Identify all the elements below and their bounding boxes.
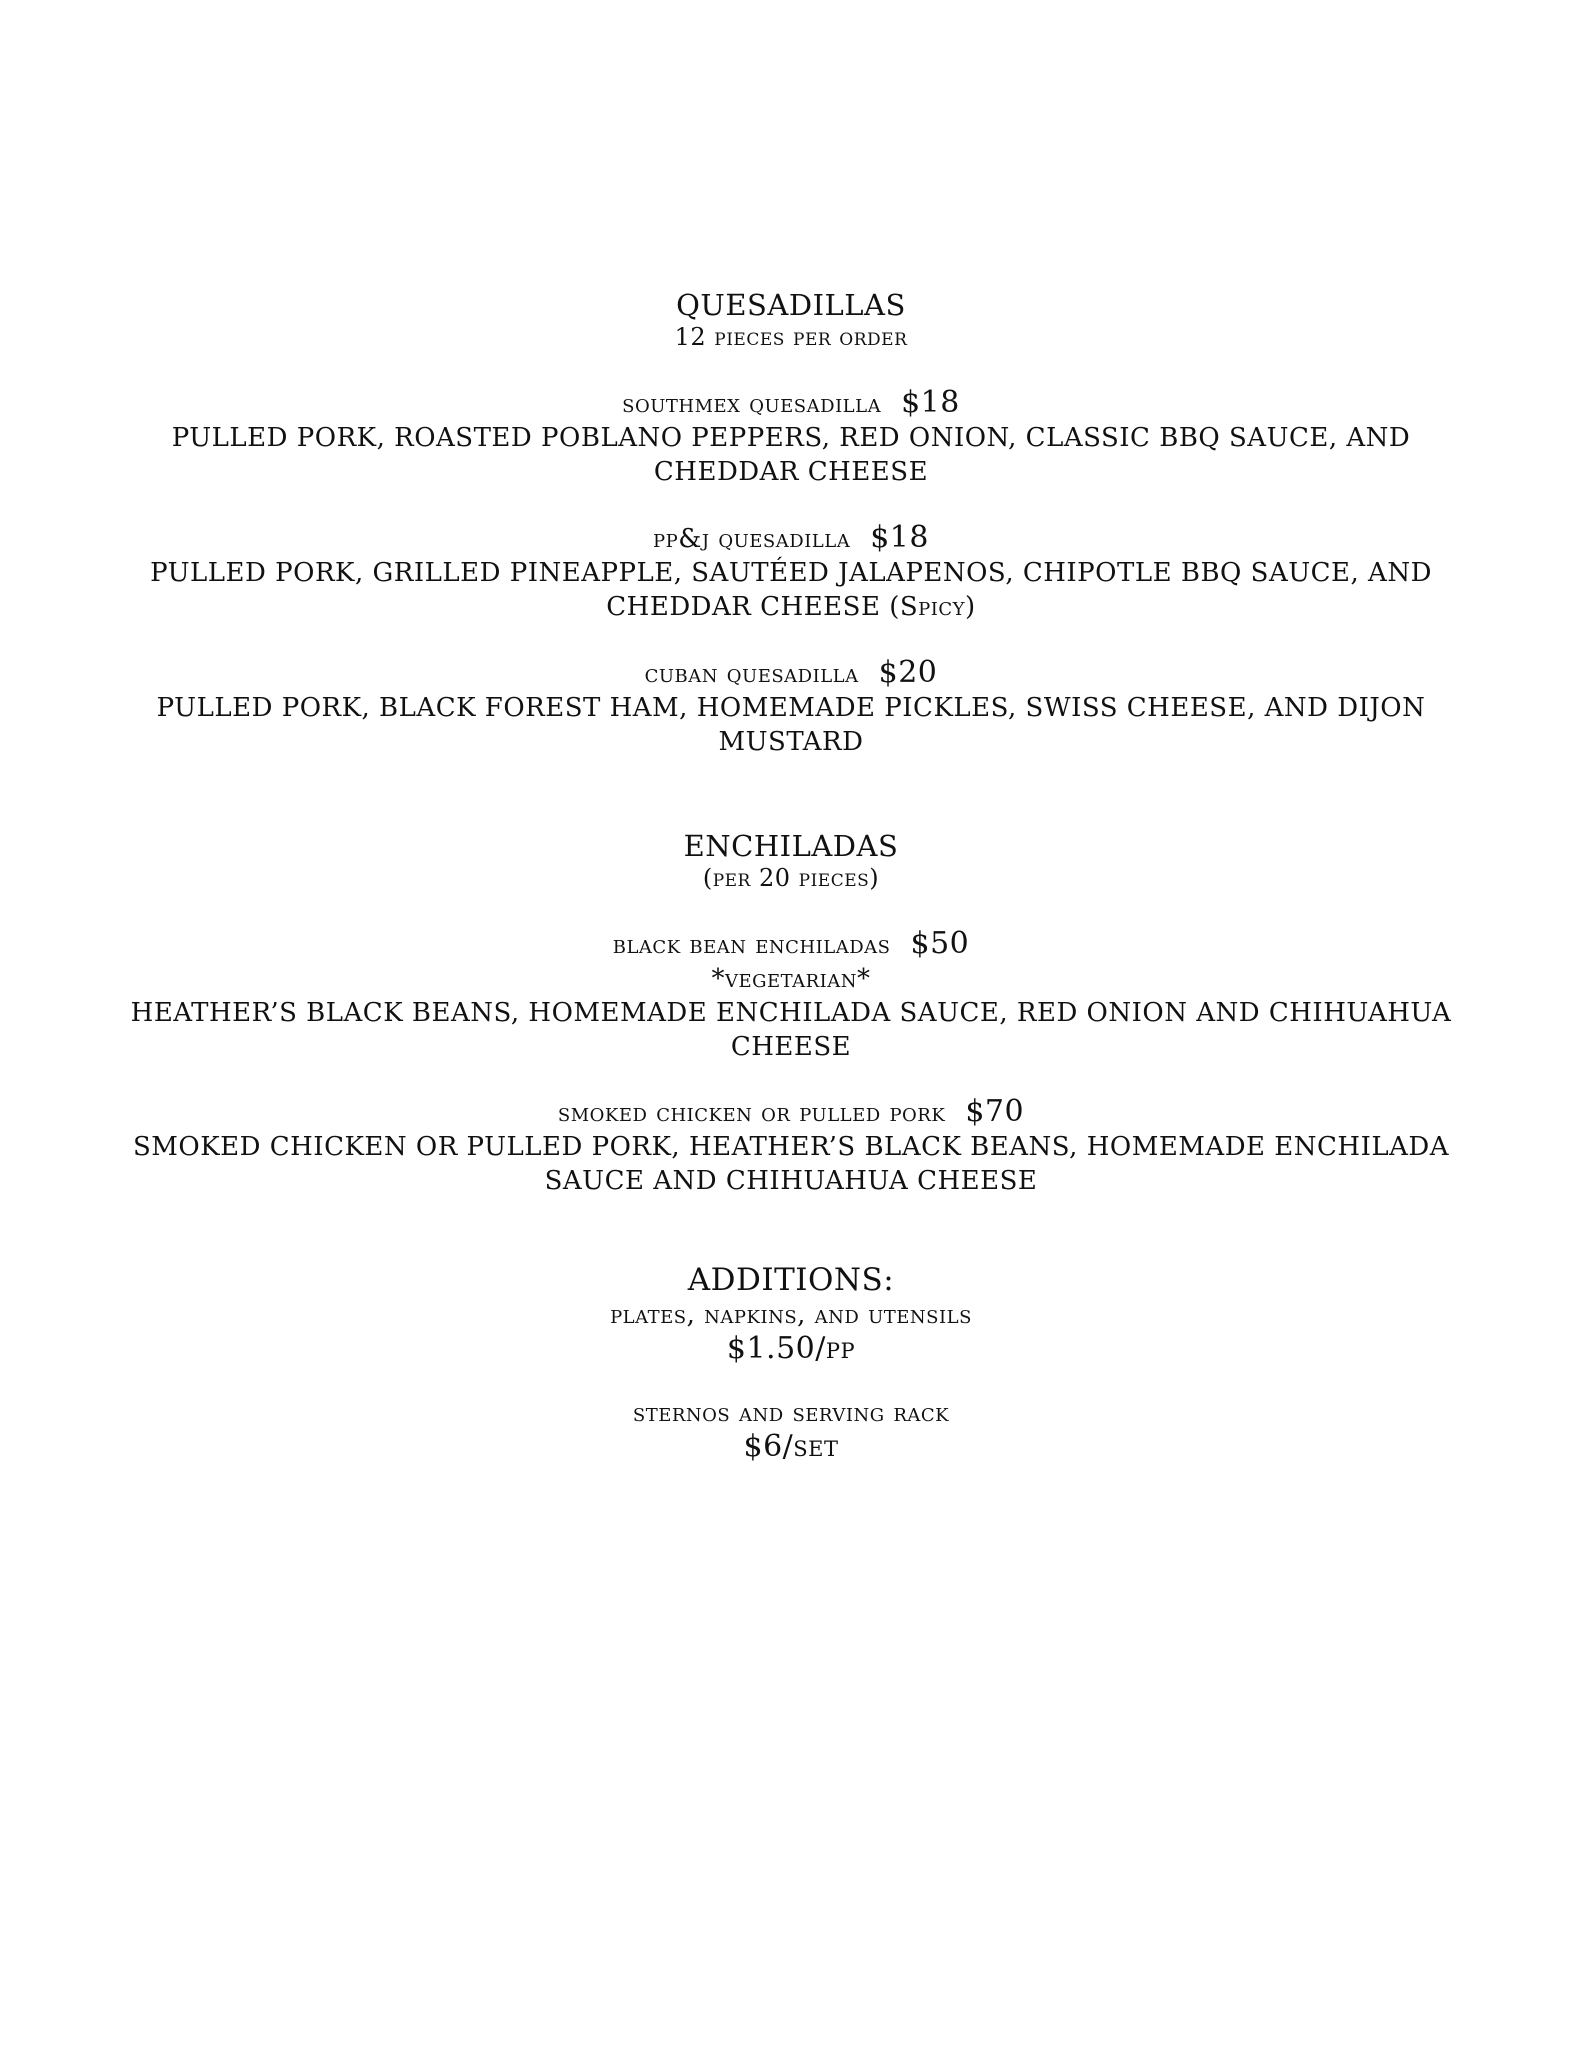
item-name: cuban quesadilla [644, 659, 859, 689]
item-note: *vegetarian* [711, 964, 871, 994]
menu-item-ppj-quesadilla [0, 521, 1582, 624]
item-description-line: SMOKED CHICKEN OR PULLED PORK, HEATHER’S BLACK BEANS, HOMEMADE ENCHILADA [132, 1132, 1450, 1162]
addition-name: plates, napkins, and utensils [610, 1300, 972, 1330]
menu-item-southmex-quesadilla [0, 386, 1582, 489]
item-price: $18 [870, 520, 929, 555]
item-name: southmex quesadilla [622, 389, 882, 419]
item-price: $70 [965, 1094, 1025, 1129]
addition-name: sternos and serving rack [632, 1398, 950, 1428]
item-description-line: HEATHER’S BLACK BEANS, HOMEMADE ENCHILADA SAUCE, RED ONION AND CHIHUAHUA [130, 998, 1452, 1028]
item-description-line: PULLED PORK, GRILLED PINEAPPLE, SAUTÉED JALAPENOS, CHIPOTLE BBQ SAUCE, AND [150, 558, 1432, 588]
item-name: black bean enchiladas [612, 930, 891, 960]
item-description-line: PULLED PORK, ROASTED POBLANO PEPPERS, RED ONION, CLASSIC BBQ SAUCE, AND [171, 423, 1411, 453]
item-price: $18 [901, 385, 960, 420]
menu-item-black-bean-enchiladas [0, 927, 1582, 1064]
enchiladas-header [0, 829, 1582, 893]
section-title-enchiladas: ENCHILADAS [683, 829, 899, 863]
menu-item-cuban-quesadilla [0, 656, 1582, 759]
addition-price: $1.50/pp [726, 1331, 856, 1366]
additions-section [0, 1262, 1582, 1366]
section-title-additions: ADDITIONS: [687, 1262, 895, 1298]
section-subtitle-enchiladas: (per 20 pieces) [702, 864, 880, 892]
menu-item-smoked-chicken-or-pulled-pork [0, 1095, 1582, 1198]
item-description-line: SAUCE AND CHIHUAHUA CHEESE [544, 1166, 1038, 1196]
item-name: pp&j quesadilla [653, 524, 851, 554]
item-description-line: CHEDDAR CHEESE (Spicy) [606, 592, 976, 622]
item-description-line: CHEESE [730, 1032, 852, 1062]
item-description-line: MUSTARD [718, 727, 864, 757]
item-name: smoked chicken or pulled pork [557, 1098, 946, 1128]
item-price: $20 [878, 655, 938, 690]
item-price: $50 [910, 926, 970, 961]
item-description-line: PULLED PORK, BLACK FOREST HAM, HOMEMADE PICKLES, SWISS CHEESE, AND DIJON [156, 693, 1426, 723]
section-subtitle-quesadillas: 12 pieces per order [674, 323, 908, 351]
addition-sternos [0, 1396, 1582, 1464]
addition-price: $6/set [743, 1429, 839, 1464]
quesadillas-header [0, 288, 1582, 352]
section-title-quesadillas: QUESADILLAS [676, 288, 906, 322]
item-description-line: CHEDDAR CHEESE [653, 457, 929, 487]
